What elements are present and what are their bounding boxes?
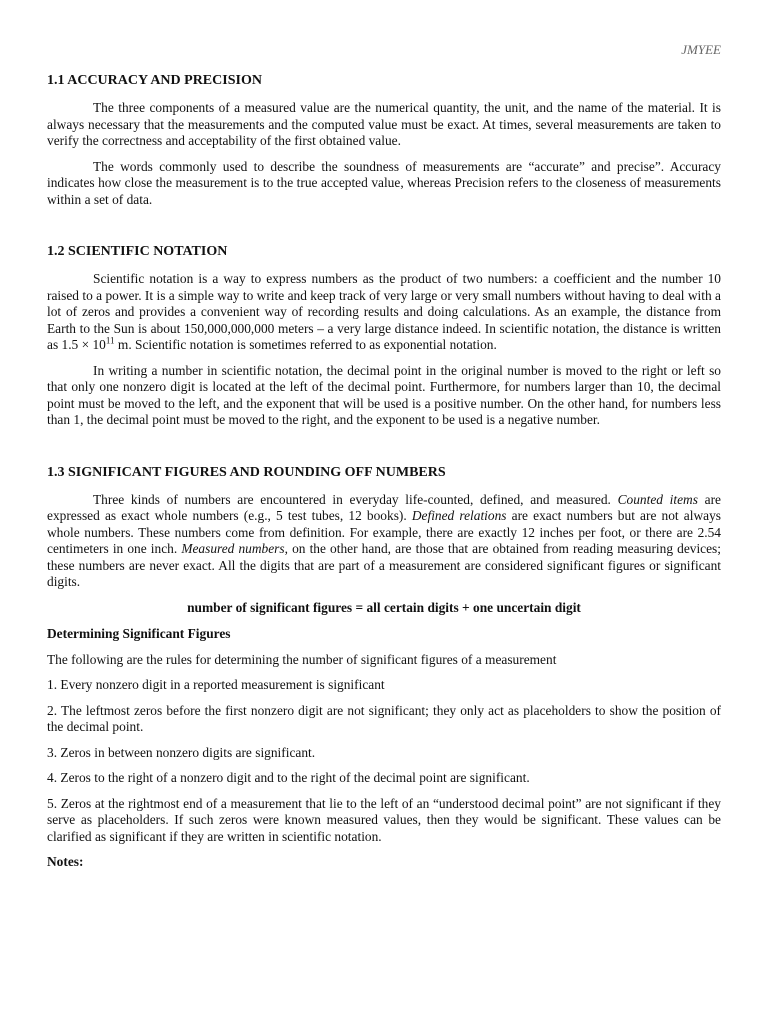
text-run: Scientific notation is a way to express numbers as the product of two numbers: a coefficient and the number 10 raised to a power. It is a simple way to write and keep track of very large or very small numbers without having to deal with a lot of zeros and provides a convenient way of recording results and doing calculations. As an example, the distance from Earth to the Sun is about 150,000,000,000 meters – a very large distance indeed. In scientific notation, the distance is written as 1.5 × 10 — [47, 271, 721, 352]
emphasis: Counted items — [617, 491, 698, 507]
paragraph — [47, 271, 721, 354]
rule-item: 2. The leftmost zeros before the first nonzero digit are not significant; they only act as placeholders to show the position of the decimal point. — [47, 702, 721, 734]
paragraph: The words commonly used to describe the soundness of measurements are “accurate” and precise”. Accuracy indicates how close the measurement is to the true accepted value, whereas Precision refers to the closeness of measurements within a set of data. — [47, 158, 721, 207]
section-title-accuracy: 1.1 ACCURACY AND PRECISION — [47, 73, 262, 88]
page-header: JMYEE — [681, 42, 721, 57]
section-title-significant-figures: 1.3 SIGNIFICANT FIGURES AND ROUNDING OFF NUMBERS — [47, 464, 446, 480]
rule-item: 5. Zeros at the rightmost end of a measurement that lie to the left of an “understood decimal point” are not significant if they serve as placeholders. If such zeros were known measured values, then they would be significant. These values can be clarified as significant if they are written in scientific notation. — [47, 795, 721, 844]
spacer — [47, 438, 721, 464]
paragraph: The three components of a measured value are the numerical quantity, the unit, and the name of the material. It is always necessary that the measurements and the computed value must be exact. At times, several measurements are taken to verify the correctness and acceptability of the first obtained value. — [47, 100, 721, 148]
section-title-scientific-notation: 1.2 SCIENTIFIC NOTATION — [47, 244, 228, 259]
text-run: are expressed as exact whole numbers (e.g., 5 test tubes, 12 books). — [47, 491, 721, 523]
paragraph: The following are the rules for determining the number of significant figures of a measurement — [47, 651, 557, 667]
emphasis: Defined relations — [411, 508, 507, 523]
notes-heading: Notes: — [47, 854, 84, 869]
rule-item: 4. Zeros to the right of a nonzero digit and to the right of the decimal point are significant. — [47, 770, 530, 785]
emphasis: Measured numbers — [181, 541, 285, 556]
text-run: m. Scientific notation is sometimes referred to as exponential notation. — [114, 337, 497, 352]
exponent: 11 — [105, 335, 115, 346]
text-run: are exact numbers but are not always whole numbers. These numbers come from definition. For example, there are exactly 12 inches per foot, or there are 2.54 centimeters in one inch. — [47, 508, 721, 556]
rule-item: 3. Zeros in between nonzero digits are significant. — [47, 744, 316, 760]
text-run: , on the other hand, are those that are obtained from reading measuring devices; these numbers are never exact. All the digits that are part of a measurement are considered significant figures or significant digits. — [47, 541, 721, 589]
paragraph: In writing a number in scientific notation, the decimal point in the original number is moved to the right or left so that only one nonzero digit is located at the left of the decimal point. Furthermore, for numbers larger than 10, the decimal point must be moved to the left, and the exponent that will be used is a positive number. On the other hand, for numbers less than 1, the decimal point must be moved to the right, and the exponent to be used is a negative number. — [47, 362, 721, 427]
page-content — [47, 72, 721, 871]
rule-item: 1. Every nonzero digit in a reported measurement is significant — [47, 677, 385, 692]
spacer — [47, 217, 721, 243]
paragraph — [47, 492, 721, 591]
text-run: Three kinds of numbers are encountered in everyday life-counted, defined, and measured. — [93, 491, 618, 507]
subheading: Determining Significant Figures — [47, 626, 231, 641]
formula: number of significant figures = all certain digits + one uncertain digit — [187, 599, 581, 615]
